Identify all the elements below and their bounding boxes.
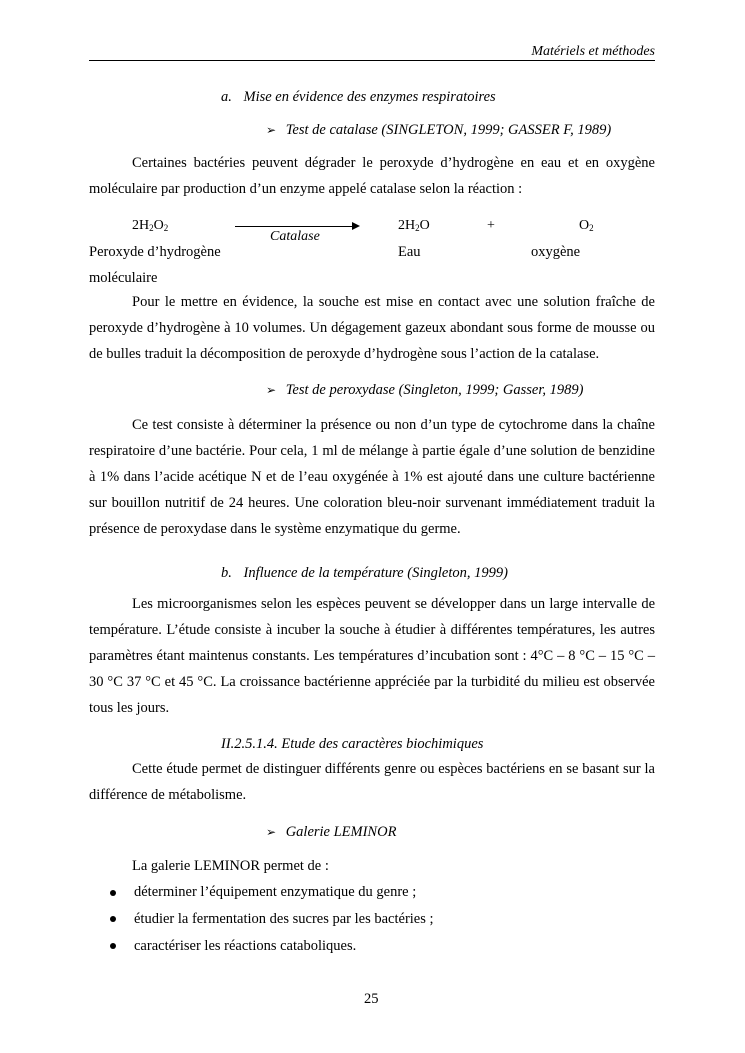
galerie-title: Galerie LEMINOR — [285, 824, 397, 840]
section-a-heading — [221, 89, 496, 106]
product1-formula-h: 2H — [398, 218, 416, 233]
catalase-test-title: Test de catalase (SINGLETON, 1999; GASSER F, 1989) — [285, 122, 612, 138]
product2-formula-sub: 2 — [589, 223, 594, 233]
reaction-arrow — [235, 226, 355, 227]
product1-formula-sub: 2 — [415, 223, 420, 233]
bullet-dot-icon — [110, 943, 116, 949]
catalase-intro-text: Certaines bactéries peuvent dégrader le peroxyde d’hydrogène en eau et en oxygène moléculaire par production d’un enzyme appelé catalase selon la réaction : — [89, 155, 655, 197]
reaction-product2-formula — [579, 218, 594, 234]
catalase-test-heading — [266, 122, 611, 139]
reactant-formula-h: 2H — [132, 218, 150, 233]
catalase-method-text: Pour le mettre en évidence, la souche est mise en contact avec une solution fraîche de peroxyde d’hydrogène à 10 volumes. Un dégagement gazeux abondant sous forme de mousse ou de bulles traduit la décomposition de peroxyde d’hydrogène sous l’action de la catalase. — [89, 294, 655, 362]
section-b-heading — [221, 565, 508, 582]
galerie-intro: La galerie LEMINOR permet de : — [132, 858, 329, 874]
reaction-plus-sign: + — [487, 218, 495, 233]
temperature-text: Les microorganismes selon les espèces peuvent se développer dans un large intervalle de température. L’étude consiste à incuber la souche à étudier à différentes températures, les autres paramètres étant maintenus constants. Les températures d’incubation sont : 4°C – 8 °C – 15 °C – 30 °C 37 °C et 45 °C. La croissance bactérienne appréciée par la turbidité du milieu est observée tous les jours. — [89, 596, 655, 716]
galerie-heading — [266, 824, 396, 841]
section-b-letter: b. — [221, 565, 232, 581]
arrow-bullet-icon: ➢ — [266, 383, 277, 397]
bullet-dot-icon — [110, 890, 116, 896]
peroxydase-test-title: Test de peroxydase (Singleton, 1999; Gasser, 1989) — [285, 382, 584, 398]
biochem-text: Cette étude permet de distinguer différents genre ou espèces bactériens en se basant sur la différence de métabolisme. — [89, 761, 655, 803]
peroxydase-test-heading — [266, 382, 583, 399]
list-item: caractériser les réactions cataboliques. — [134, 938, 357, 954]
arrow-bullet-icon: ➢ — [266, 825, 277, 839]
list-item: déterminer l’équipement enzymatique du genre ; — [134, 884, 417, 900]
page-header-title: Matériels et méthodes — [531, 44, 655, 59]
reactant-formula-o: O — [153, 218, 164, 233]
reaction-product2-name: oxygène — [531, 244, 581, 260]
section-a-letter: a. — [221, 89, 232, 105]
reactant-formula-sub2: 2 — [163, 223, 169, 233]
biochem-paragraph — [89, 756, 655, 808]
reaction-arrowhead-icon — [352, 222, 360, 230]
section-a-title: Mise en évidence des enzymes respiratoires — [243, 89, 496, 105]
peroxydase-method-text: Ce test consiste à déterminer la présence ou non d’un type de cytochrome dans la chaîne respiratoire d’une bactérie. Pour cela, 1 ml de mélange à partie égale d’une solution de benzidine à 1% dans l’acide acétique N et de l’eau oxygénée à 1% est ajouté dans une culture bactérienne sur bouillon nutritif de 24 heures. Une coloration bleu-noir survenant immédiatement traduit la présence de peroxydase dans le système enzymatique du germe. — [89, 417, 655, 537]
list-item: étudier la fermentation des sucres par les bactéries ; — [134, 911, 434, 927]
page-number: 25 — [364, 991, 379, 1007]
catalase-method-paragraph — [89, 289, 655, 367]
reaction-reactant-name-line2: moléculaire — [89, 270, 158, 286]
reaction-reactant-formula — [132, 218, 168, 234]
header-rule — [89, 60, 655, 61]
section-b-title: Influence de la température (Singleton, 1999) — [243, 565, 508, 581]
reaction-reactant-name: Peroxyde d’hydrogène — [89, 244, 221, 260]
reactant-formula-sub1: 2 — [149, 223, 154, 233]
peroxydase-method-paragraph — [89, 412, 655, 542]
biochem-heading: II.2.5.1.4. Etude des caractères biochimiques — [221, 736, 484, 752]
product1-formula-o: O — [419, 218, 430, 233]
reaction-product1-name: Eau — [398, 244, 421, 260]
temperature-paragraph — [89, 591, 655, 721]
catalase-intro-paragraph — [89, 150, 655, 202]
product2-formula-o: O — [579, 218, 590, 233]
reaction-product1-formula — [398, 218, 430, 234]
arrow-bullet-icon: ➢ — [266, 123, 277, 137]
bullet-dot-icon — [110, 916, 116, 922]
reaction-enzyme-label: Catalase — [270, 229, 320, 244]
